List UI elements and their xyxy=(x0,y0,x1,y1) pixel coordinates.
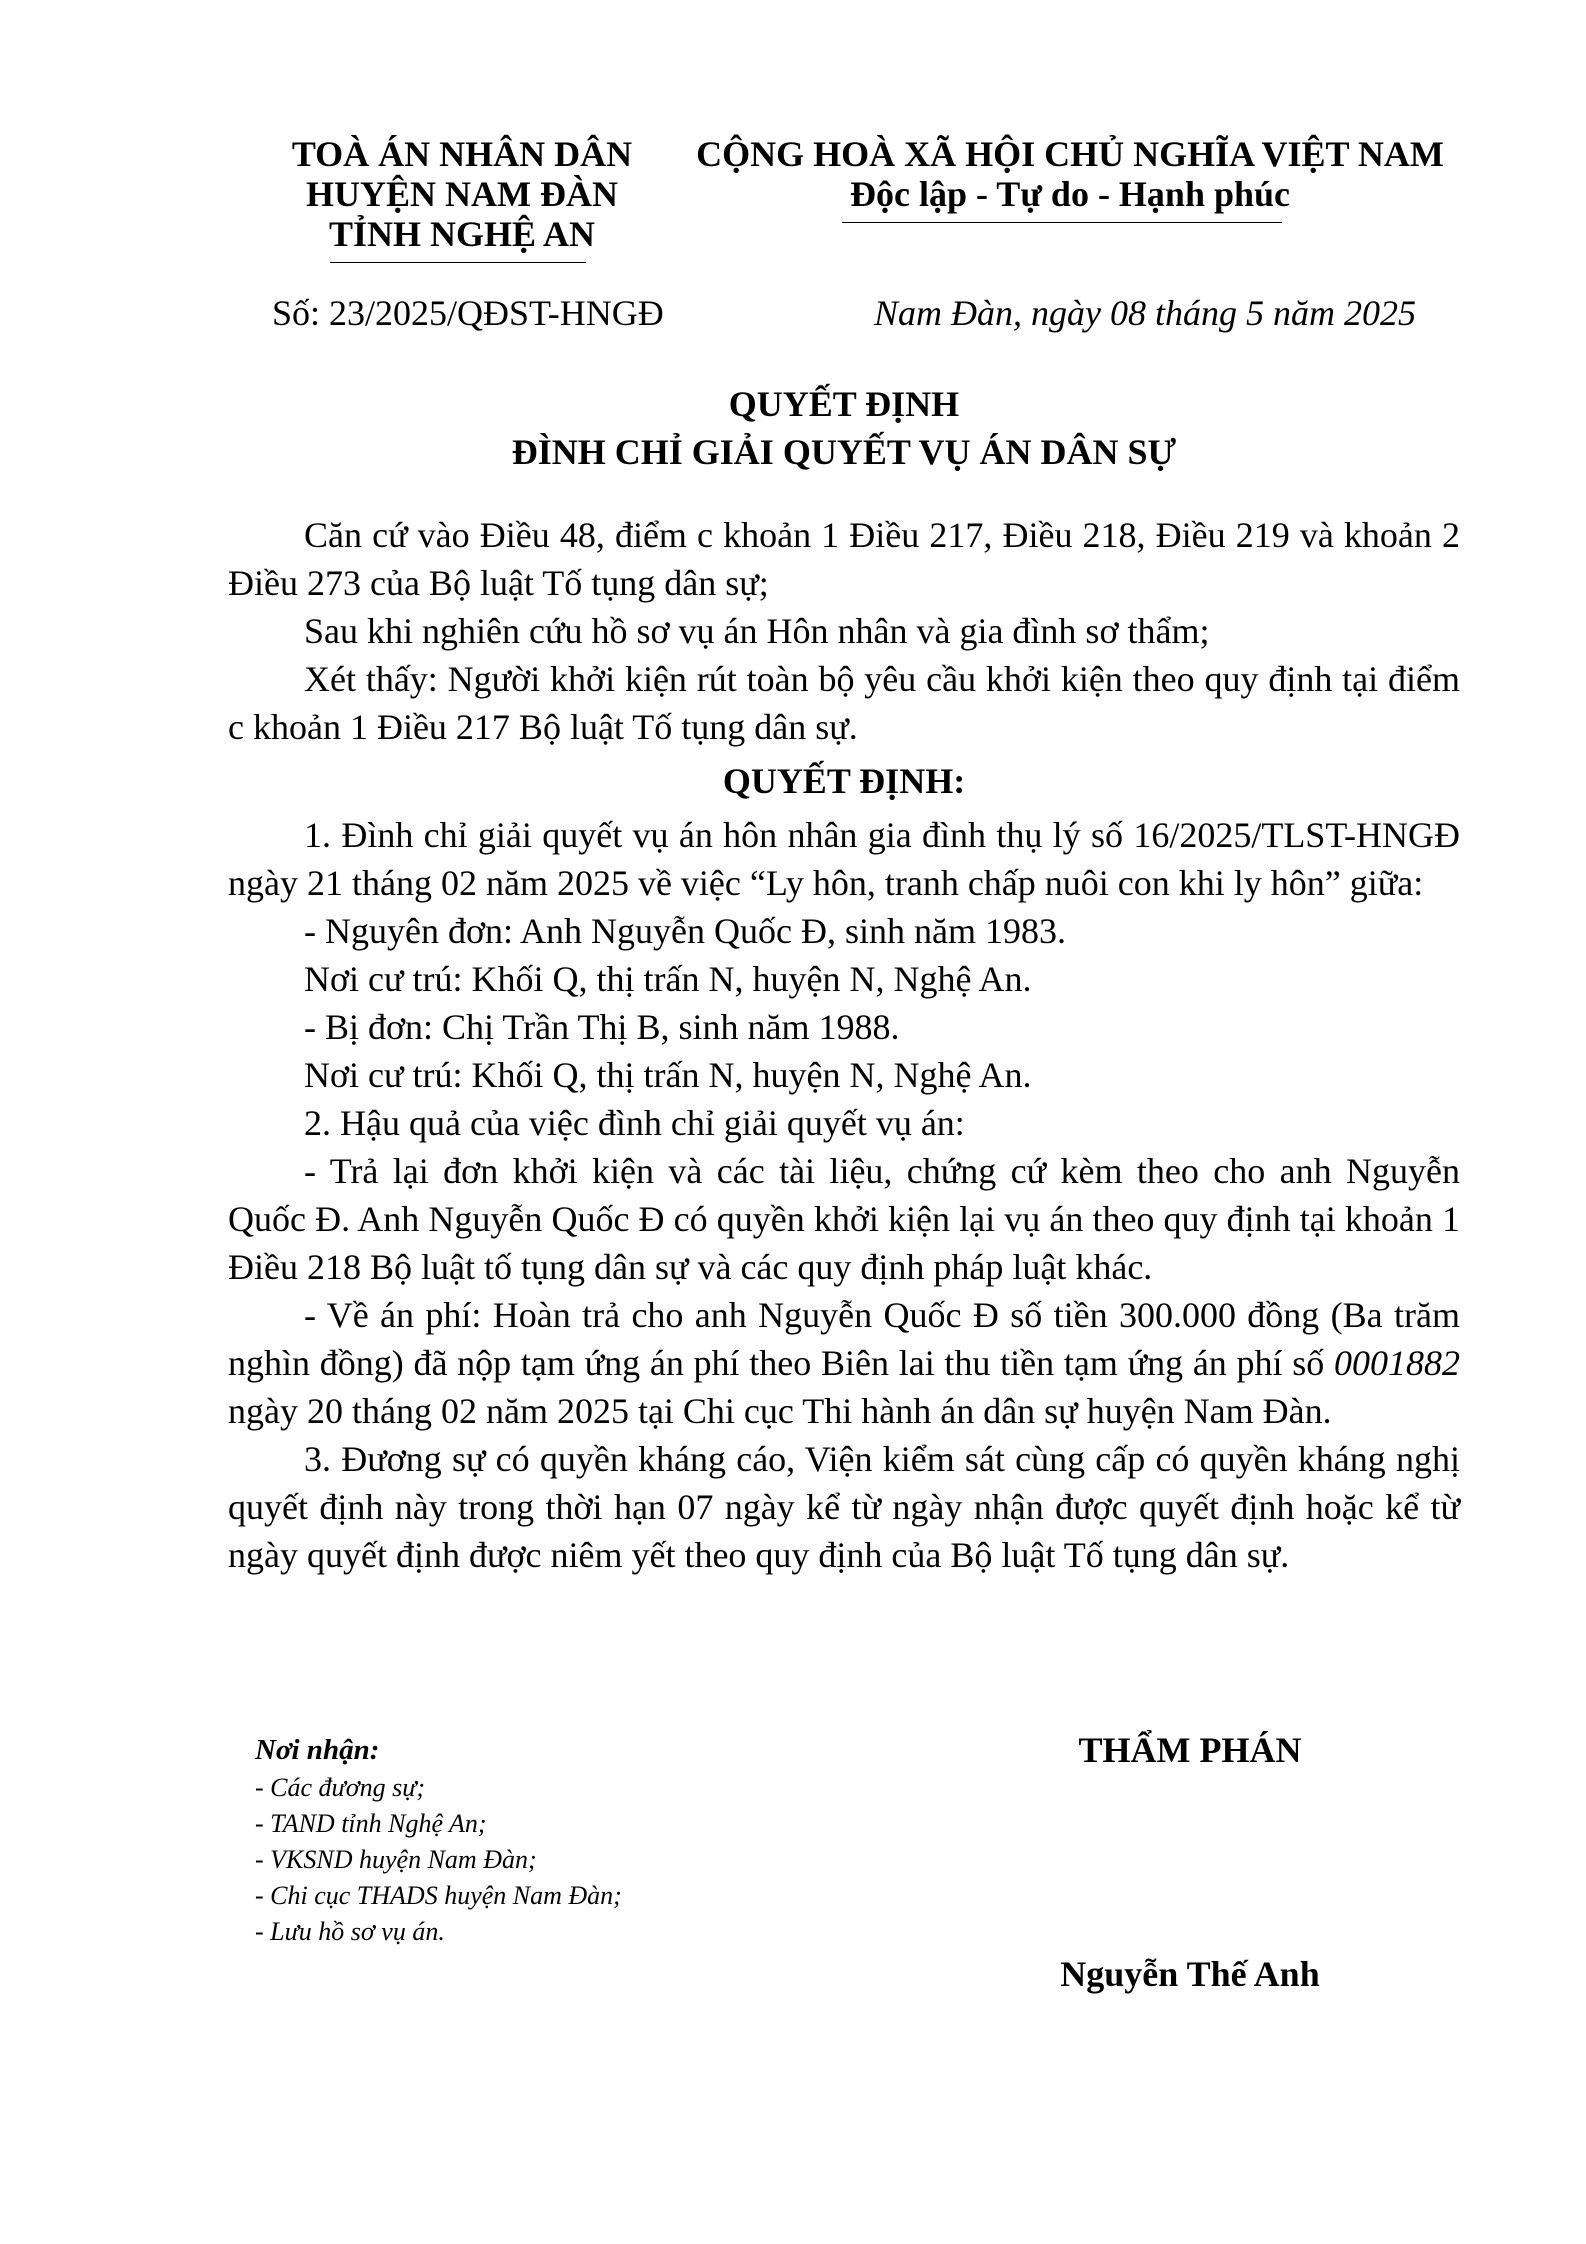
signature-name: Nguyễn Thế Anh xyxy=(1060,1954,1320,1994)
republic-title: CỘNG HOÀ XÃ HỘI CHỦ NGHĨA VIỆT NAM xyxy=(696,134,1444,174)
decision-paragraph: - Bị đơn: Chị Trần Thị B, sinh năm 1988. xyxy=(304,1007,900,1047)
decision-paragraph: 3. Đương sự có quyền kháng cáo, Viện kiểm sát cùng cấp có quyền kháng nghị quyết định này trong thời hạn 07 ngày kể từ ngày nhận được quyết định hoặc kể từ ngày quyết định được niêm yết theo quy định của Bộ luật Tố tụng dân sự. xyxy=(228,1439,1460,1575)
fees-text-start: - Về án phí: Hoàn trả cho anh Nguyễn Quốc Đ số tiền 300.000 đồng (Ba trăm nghìn đồng) đã nộp tạm ứng án phí theo Biên lai thu tiền tạm ứng án phí số xyxy=(228,1295,1460,1383)
court-name-block xyxy=(262,134,662,254)
place-date: Nam Đàn, ngày 08 tháng 5 năm 2025 xyxy=(874,293,1416,333)
motto-underline xyxy=(842,222,1282,223)
fees-text-end: ngày 20 tháng 02 năm 2025 tại Chi cục Thi hành án dân sự huyện Nam Đàn. xyxy=(228,1391,1332,1431)
recipient-item: - Các đương sự; xyxy=(255,1773,426,1802)
decision-paragraph: 2. Hậu quả của việc đình chỉ giải quyết vụ án: xyxy=(304,1103,965,1143)
preamble-paragraph: Sau khi nghiên cứu hồ sơ vụ án Hôn nhân và gia đình sơ thẩm; xyxy=(304,611,1210,651)
document-body xyxy=(228,511,1460,1579)
recipients-block xyxy=(255,1730,622,1950)
decision-paragraph: Nơi cư trú: Khối Q, thị trấn N, huyện N, Nghệ An. xyxy=(304,1055,1032,1095)
recipient-item: - VKSND huyện Nam Đàn; xyxy=(255,1845,537,1874)
document-title-line-1: QUYẾT ĐỊNH xyxy=(728,384,960,424)
court-name-line-3: TỈNH NGHỆ AN xyxy=(328,214,596,254)
recipient-item: - TAND tỉnh Nghệ An; xyxy=(255,1809,487,1838)
signature-title: THẨM PHÁN xyxy=(1078,1730,1302,1770)
decision-paragraph: - Nguyên đơn: Anh Nguyễn Quốc Đ, sinh năm 1983. xyxy=(304,911,1066,951)
preamble-paragraph: Căn cứ vào Điều 48, điểm c khoản 1 Điều 217, Điều 218, Điều 219 và khoản 2 Điều 273 của Bộ luật Tố tụng dân sự; xyxy=(228,515,1460,603)
decision-paragraph: Nơi cư trú: Khối Q, thị trấn N, huyện N, Nghệ An. xyxy=(304,959,1032,999)
decision-paragraph: 1. Đình chỉ giải quyết vụ án hôn nhân gia đình thụ lý số 16/2025/TLST-HNGĐ ngày 21 tháng 02 năm 2025 về việc “Ly hôn, tranh chấp nuôi con khi ly hôn” giữa: xyxy=(228,815,1460,903)
court-underline xyxy=(330,262,586,263)
decision-heading: QUYẾT ĐỊNH: xyxy=(722,761,966,801)
court-name-line-2: HUYỆN NAM ĐÀN xyxy=(306,174,618,214)
recipient-item: - Chi cục THADS huyện Nam Đàn; xyxy=(255,1881,622,1910)
republic-block xyxy=(690,134,1450,214)
court-name-line-1: TOÀ ÁN NHÂN DÂN xyxy=(291,134,633,174)
recipient-item: - Lưu hồ sơ vụ án. xyxy=(255,1917,445,1946)
document-title xyxy=(228,380,1460,476)
decision-number: Số: 23/2025/QĐST-HNGĐ xyxy=(272,293,664,333)
decision-paragraph: - Trả lại đơn khởi kiện và các tài liệu, chứng cứ kèm theo cho anh Nguyễn Quốc Đ. Anh Nguyễn Quốc Đ có quyền khởi kiện lại vụ án theo quy định tại khoản 1 Điều 218 Bộ luật tố tụng dân sự và các quy định pháp luật khác. xyxy=(228,1151,1460,1287)
receipt-number: 0001882 xyxy=(1334,1343,1460,1383)
document-title-line-2: ĐÌNH CHỈ GIẢI QUYẾT VỤ ÁN DÂN SỰ xyxy=(511,432,1177,472)
preamble-paragraph: Xét thấy: Người khởi kiện rút toàn bộ yêu cầu khởi kiện theo quy định tại điểm c khoản 1 Điều 217 Bộ luật Tố tụng dân sự. xyxy=(228,659,1460,747)
recipients-heading: Nơi nhận: xyxy=(255,1734,380,1766)
decision-paragraph-fees xyxy=(228,1291,1460,1435)
national-motto: Độc lập - Tự do - Hạnh phúc xyxy=(849,174,1291,214)
